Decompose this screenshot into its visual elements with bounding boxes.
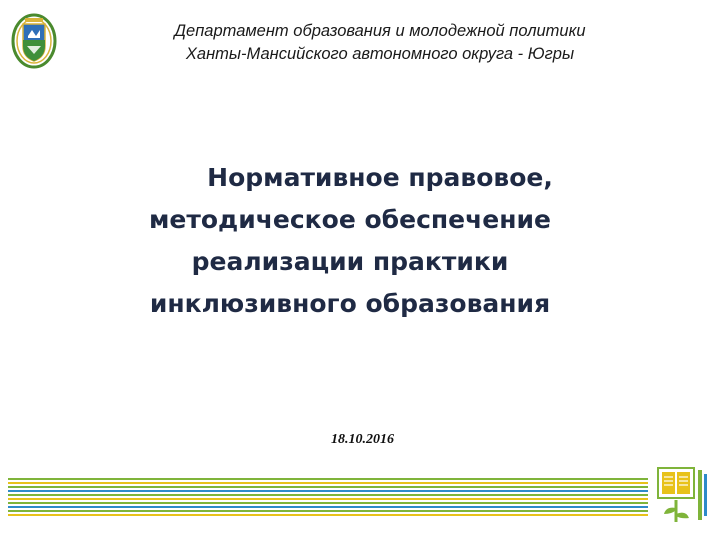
title-line-2: методическое обеспечение [148, 205, 551, 234]
date-label: 18.10.2016 [331, 432, 394, 447]
coat-of-arms-icon [10, 12, 58, 70]
department-header [120, 20, 640, 66]
presentation-title [60, 157, 640, 325]
open-book-logo-icon [656, 466, 712, 526]
decorative-stripes [8, 478, 648, 518]
title-line-1: Нормативное правовое, [207, 163, 553, 192]
header-line-1: Департамент образования и молодежной политики [174, 22, 586, 40]
title-line-3: реализации практики [191, 247, 509, 276]
header-line-2: Ханты-Мансийского автономного округа - Югры [185, 45, 575, 63]
title-line-4: инклюзивного образования [149, 289, 551, 318]
